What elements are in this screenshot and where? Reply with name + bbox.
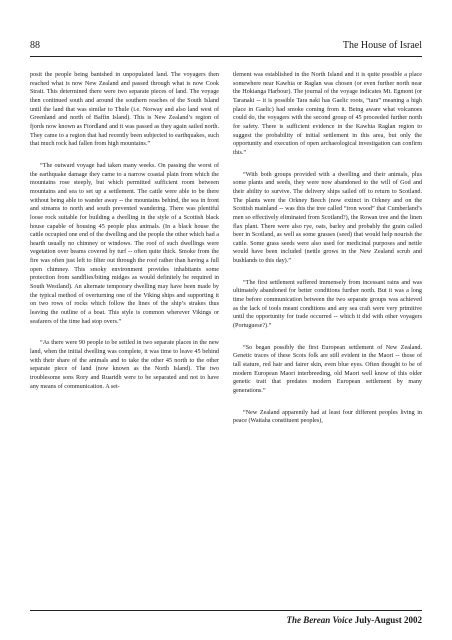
paragraph: “So began possibly the first European settlement of New Zealand. Genetic traces of these Scots folk are still evident in the Maori -- those of tall stature, red hair and fairer skin, even blue eyes. Often thought to be of modern European Maori interbreeding, old Maori well know of this older genetic trait that predates modern European settlement by many generations.” <box>233 344 422 394</box>
header-rule <box>30 56 422 57</box>
footer <box>286 615 422 625</box>
paragraph: “As there were 90 people to be settled in two separate places in the new land, when the initial dwelling was complete, it was time to leave 45 behind with their share of the animals and to take the other 45 north to the other separate piece of land (now known as the North Island). The two troublesome sons Rory and Ruaridh were to be separated and not to have any means of communication. A set- <box>30 340 219 390</box>
footer-rule <box>30 610 422 611</box>
page-number: 88 <box>30 40 40 51</box>
paragraph: “With both groups provided with a dwelling and their animals, plus some plants and seeds, they were now abandoned to the will of God and their ability to survive. The delivery ships sailed off to return to Scotland. The plants were the Orkney Beech (now extinct in Orkney and on the Scottish mainland -- was this the tree called “iron wood” that Cumberland’s men so effectively eliminated from Scotland?), the Rowan tree and the linen flax plant. There were also rye, oats, barley and probably the grain called beer in Scotland, as well as some grasses (seed) that would help nourish the cattle. Some grass seeds were also used for medicinal purposes and nettle would have been included (nettle grows in the New Zealand scrub and bushlands to this day).” <box>233 171 422 265</box>
issue-date: July-August 2002 <box>354 615 422 625</box>
paragraph: tlement was established in the North Island and it is quite possible a place somewhere near Kawhia or Raglan was chosen (or even further north near the Hokianga Harbour). The journal of the voyage indicates Mt. Egmont (or Taranaki -- it is possible Tara naki has Gaelic roots, “tara” meaning a high place in Gaelic) had smoke coming from it. Being aware what volcanoes could do, the voyagers with the second group of 45 proceeded further north for safety. There is sufficient evidence in the Kawhia Raglan region to suggest the probability of initial settlement in this area, but only the opportunity and execution of open archaeological investigation can confirm this.” <box>233 72 422 156</box>
paragraph: “New Zealand apparently had at least four different peoples living in peace (Waitaha constituent peoples), <box>233 409 422 425</box>
publication-name: The Berean Voice <box>286 615 353 625</box>
running-title: The House of Israel <box>342 40 422 51</box>
left-column <box>30 71 219 391</box>
paragraph: posit the people being banished in unpopulated land. The voyagers then reached what is now New Zealand and passed through what is now Cook Strait. This determined there were two separate pieces of land. The voyage then continued south and around the southern reaches of the South Island until the land that was similar to Thule (i.e. Norway and also land west of Greenland and north of Baffin Island). This is New Zealand’s region of fjords now known as Fiordland and it was passed as they again sailed north. They came to a region that had recently been subjected to earthquakes, such that much rock had fallen from high mountains.” <box>30 72 219 148</box>
paragraph: “The first settlement suffered immensely from incessant rains and was ultimately abandoned for better conditions further north. But it was a long time before communication between the two separate groups was achieved as the lack of tools meant conditions and any sea craft were very primitive until the opportunity for trade occurred -- which it did with other voyagers (Portuguese?).” <box>233 279 422 330</box>
right-column <box>233 71 422 426</box>
paragraph: “The outward voyage had taken many weeks. On passing the worst of the earthquake damage they came to a narrow coastal plain from which the mountains rose steeply, but which permitted sufficient room between mountains and sea to set up a settlement. The cattle were able to be there without being able to wander away -- the mountains behind, the sea in front and streams to north and south prevented wandering. There was plentiful loose rock suitable for building a dwelling in the style of a Scottish black house capable of housing 45 people plus animals. (In a black house the cattle occupied one end of the dwelling and the people the other which had a hearth usually no chimney or windows. The roof of such dwellings were vegetation over beams covered by turf -- often quite thick. Smoke from the fire was often just left to filter out through the roof rather than having a full open chimney. This smoky environment provides inhabitants some protection from sandflies/biting midges as would definitely be required in South Westland). An alternate temporary dwelling may have been made by the typical method of overturning one of the Viking ships and supporting it on two rows of rocks which follow the lines of the ship’s strakes thus leaving the outline of a boat. This style is common wherever Vikings or seafarers of the time had stop overs.” <box>30 162 219 325</box>
